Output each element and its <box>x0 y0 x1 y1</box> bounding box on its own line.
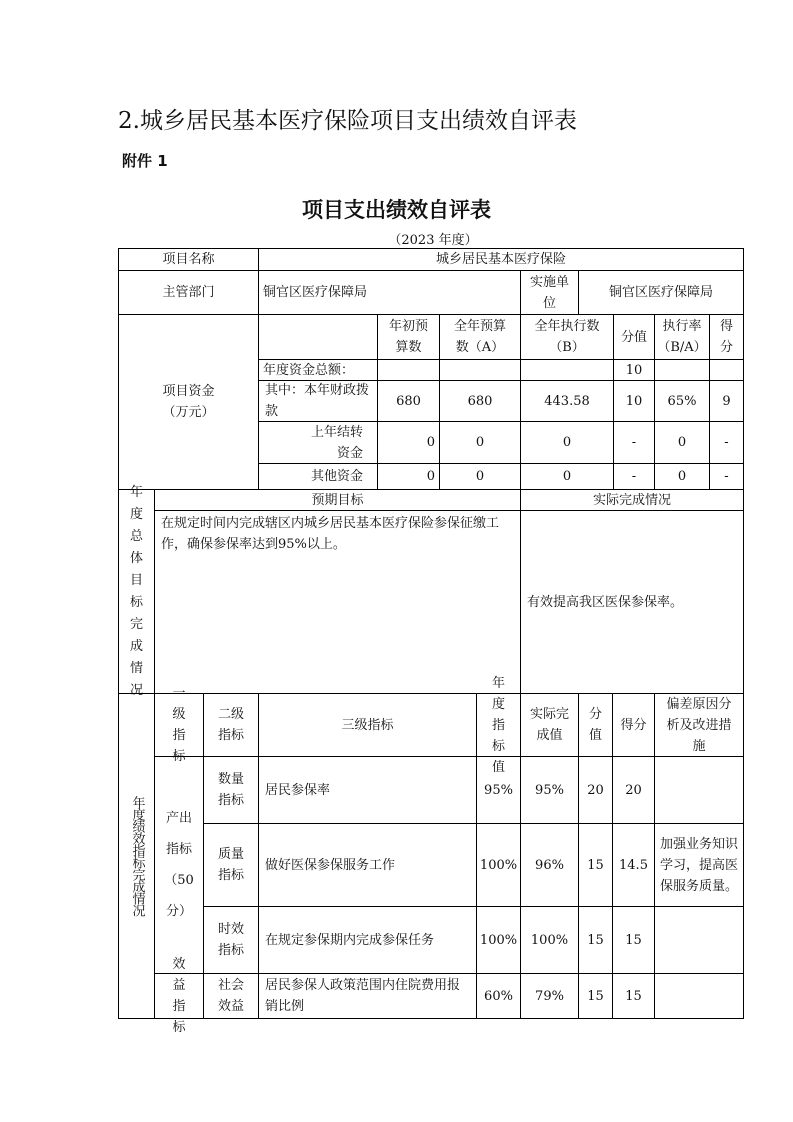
funds-cell: 0 <box>377 463 440 490</box>
funds-row-name: 其他资金 <box>258 463 378 490</box>
indicator-level3: 在规定参保期内完成参保任务 <box>258 906 477 974</box>
indicator-actual: 100% <box>520 906 579 974</box>
indicator-note <box>654 906 744 974</box>
funds-header: 年初预算数 <box>377 314 440 360</box>
indicator-value: 15 <box>578 823 613 907</box>
funds-cell: 65% <box>654 380 710 422</box>
project-name-label: 项目名称 <box>118 248 259 271</box>
indicator-header: 偏差原因分析及改进措施 <box>654 693 744 757</box>
funds-cell: 443.58 <box>520 380 614 422</box>
funds-cell: 9 <box>709 380 744 422</box>
indicator-level2: 质量指标 <box>203 823 259 907</box>
funds-cell: 0 <box>520 421 614 464</box>
funds-cell: 0 <box>654 421 710 464</box>
indicator-level2: 社会效益 <box>203 973 259 1019</box>
funds-row-name: 其中：本年财政拨款 <box>258 380 378 422</box>
funds-cell: - <box>709 421 744 464</box>
funds-cell: 10 <box>613 380 655 422</box>
project-name: 城乡居民基本医疗保险 <box>258 248 744 271</box>
funds-cell <box>709 359 744 381</box>
year-label: （2023 年度） <box>388 233 478 248</box>
indicator-level2: 数量指标 <box>203 756 259 824</box>
indicator-header: 一级指标 <box>154 693 204 757</box>
benefit-indicator-label: 效益指标 <box>154 973 204 1019</box>
indicator-note: 加强业务知识学习，提高医保服务质量。 <box>654 823 744 907</box>
indicator-header: 实际完成值 <box>520 693 579 757</box>
indicator-score: 15 <box>612 906 655 974</box>
dept-label: 主管部门 <box>118 270 259 315</box>
indicator-header: 三级指标 <box>258 693 477 757</box>
funds-header: 全年执行数（B） <box>520 314 614 360</box>
indicators-label: 年度绩效指标完成情况 <box>129 796 145 916</box>
indicator-header: 年度指标值 <box>476 693 521 757</box>
impl-label: 实施单位 <box>520 270 579 315</box>
expected-label: 预期目标 <box>154 489 521 511</box>
funds-cell: 0 <box>654 463 710 490</box>
indicator-note <box>654 973 744 1019</box>
funds-header: 全年预算数（A） <box>439 314 521 360</box>
funds-cell: 0 <box>377 421 440 464</box>
funds-cell <box>520 359 614 381</box>
funds-cell: 0 <box>439 463 521 490</box>
indicator-value: 20 <box>578 756 613 824</box>
indicator-actual: 79% <box>520 973 579 1019</box>
funds-cell: 10 <box>613 359 655 381</box>
output-indicator-label: 产出指标（50分） <box>154 756 204 974</box>
funds-row-name: 年度资金总额： <box>258 359 378 381</box>
indicator-note <box>654 756 744 824</box>
indicator-target: 95% <box>476 756 521 824</box>
indicator-level3: 做好医保参保服务工作 <box>258 823 477 907</box>
indicator-actual: 95% <box>520 756 579 824</box>
indicator-header: 得分 <box>612 693 655 757</box>
funds-cell: - <box>709 463 744 490</box>
funds-cell <box>654 359 710 381</box>
indicator-target: 100% <box>476 906 521 974</box>
funds-header: 得分 <box>709 314 744 360</box>
indicator-value: 15 <box>578 973 613 1019</box>
funds-cell: - <box>613 463 655 490</box>
indicator-score: 14.5 <box>612 823 655 907</box>
funds-row-name: 上年结转资金 <box>258 421 378 464</box>
indicators-label-cell <box>118 693 155 1019</box>
attachment-label: 附件 1 <box>122 152 168 170</box>
expected-goal: 在规定时间内完成辖区内城乡居民基本医疗保险参保征缴工作，确保参保率达到95%以上。 <box>154 510 521 694</box>
indicator-score: 15 <box>612 973 655 1019</box>
table-title: 项目支出绩效自评表 <box>302 198 491 222</box>
indicator-level3: 居民参保人政策范围内住院费用报销比例 <box>258 973 477 1019</box>
indicator-actual: 96% <box>520 823 579 907</box>
funds-cell: 680 <box>439 380 521 422</box>
funds-cell: - <box>613 421 655 464</box>
funds-header-blank <box>258 314 378 360</box>
indicator-header: 分值 <box>578 693 613 757</box>
funds-cell: 0 <box>439 421 521 464</box>
funds-cell: 0 <box>520 463 614 490</box>
funds-header: 执行率（B/A） <box>654 314 710 360</box>
indicator-level3: 居民参保率 <box>258 756 477 824</box>
indicator-target: 60% <box>476 973 521 1019</box>
indicator-score: 20 <box>612 756 655 824</box>
document-heading: 2.城乡居民基本医疗保险项目支出绩效自评表 <box>118 108 577 134</box>
funds-header: 分值 <box>613 314 655 360</box>
indicator-value: 15 <box>578 906 613 974</box>
indicator-header: 二级指标 <box>203 693 259 757</box>
goals-label: 年度总体目标完成情况 <box>118 489 155 694</box>
actual-result: 有效提高我区医保参保率。 <box>520 510 744 694</box>
actual-label: 实际完成情况 <box>520 489 744 511</box>
indicator-level2: 时效指标 <box>203 906 259 974</box>
indicator-target: 100% <box>476 823 521 907</box>
funds-cell <box>377 359 440 381</box>
funds-label: 项目资金（万元） <box>118 314 259 490</box>
impl-value: 铜官区医疗保障局 <box>578 270 744 315</box>
funds-cell: 680 <box>377 380 440 422</box>
funds-cell <box>439 359 521 381</box>
dept-value: 铜官区医疗保障局 <box>258 270 521 315</box>
